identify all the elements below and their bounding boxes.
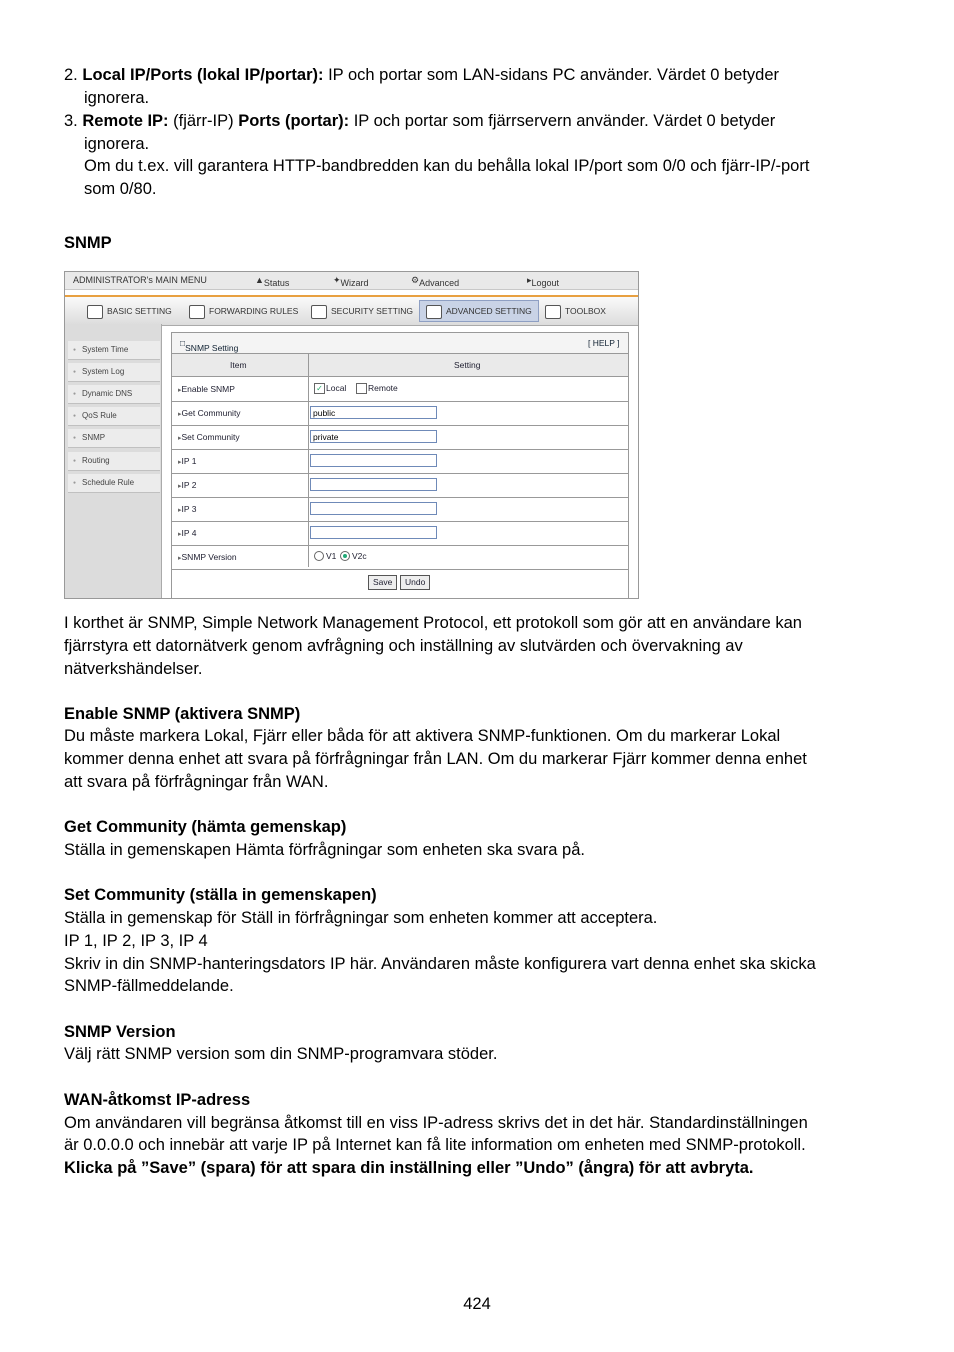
wan-final: Klicka på ”Save” (spara) för att spara din inställning eller ”Undo” (ångra) för att avbryta. bbox=[64, 1159, 754, 1177]
get-title: Get Community (hämta gemenskap) bbox=[64, 818, 347, 836]
tab-toolbox[interactable] bbox=[545, 301, 606, 321]
set-line-1: Ställa in gemenskap för Ställ in förfrågningar som enheten kommer att acceptera. bbox=[64, 909, 658, 927]
ip2-input[interactable] bbox=[310, 478, 437, 491]
row-enable-snmp bbox=[172, 377, 628, 402]
list-number: 2. bbox=[64, 66, 78, 84]
snmp-panel bbox=[171, 332, 629, 599]
tab-label: FORWARDING RULES bbox=[209, 306, 299, 316]
undo-button[interactable]: Undo bbox=[400, 575, 430, 590]
menu-logout[interactable]: ▸ Logout bbox=[527, 275, 560, 288]
row-label: ▸ Set Community bbox=[178, 432, 240, 442]
remote-checkbox[interactable] bbox=[356, 383, 367, 394]
basic-icon bbox=[87, 305, 103, 319]
section-title: SNMP bbox=[64, 234, 112, 252]
ip1-input[interactable] bbox=[310, 454, 437, 467]
security-icon bbox=[311, 305, 327, 319]
help-link[interactable]: [ HELP ] bbox=[588, 338, 620, 348]
tab-basic-setting[interactable] bbox=[87, 301, 172, 321]
menu-status[interactable]: ▲ Status bbox=[255, 275, 290, 288]
wan-line-1: Om användaren vill begränsa åtkomst till en viss IP-adress skrivs det in det här. Standardinställningen bbox=[64, 1114, 808, 1132]
list-number: 3. bbox=[64, 112, 78, 130]
row-label: ▸ IP 4 bbox=[178, 528, 196, 538]
sidebar-item-schedule-rule[interactable]: ● Schedule Rule bbox=[68, 474, 160, 493]
enable-title: Enable SNMP (aktivera SNMP) bbox=[64, 705, 301, 723]
row-ip4 bbox=[172, 521, 628, 546]
row-get-community bbox=[172, 401, 628, 426]
sidebar-item-dynamic-dns[interactable]: ● Dynamic DNS bbox=[68, 385, 160, 404]
enable-line-1: Du måste markera Lokal, Fjärr eller båda för att aktivera SNMP-funktionen. Om du markerar Lokal bbox=[64, 727, 781, 745]
intro-line-2: fjärrstyra ett datornätverk genom avfrågning och inställning av slutvärden och övervakning av bbox=[64, 637, 743, 655]
get-community-input[interactable]: public bbox=[310, 406, 437, 419]
wan-title: WAN-åtkomst IP-adress bbox=[64, 1091, 251, 1109]
v1-label: V1 bbox=[326, 551, 337, 561]
forwarding-icon bbox=[189, 305, 205, 319]
tab-advanced-setting[interactable] bbox=[419, 300, 539, 322]
ip4-input[interactable] bbox=[310, 526, 437, 539]
row-label: ▸ SNMP Version bbox=[178, 552, 237, 562]
panel-title-text: SNMP Setting bbox=[185, 343, 239, 353]
toolbox-icon bbox=[545, 305, 561, 319]
menu-wizard-label: Wizard bbox=[340, 278, 369, 288]
set-line-4: SNMP-fällmeddelande. bbox=[64, 977, 234, 995]
advanced-icon bbox=[426, 305, 442, 319]
row-set-community bbox=[172, 425, 628, 450]
tab-label: SECURITY SETTING bbox=[331, 306, 414, 316]
v1-radio[interactable] bbox=[314, 551, 324, 561]
tab-label: TOOLBOX bbox=[565, 306, 606, 316]
tab-label: ADVANCED SETTING bbox=[446, 306, 532, 316]
tab-security-setting[interactable] bbox=[311, 301, 413, 321]
enable-line-3: att svara på förfrågningar från WAN. bbox=[64, 773, 329, 791]
local-label: Local bbox=[326, 383, 347, 393]
set-line-3: Skriv in din SNMP-hanteringsdators IP här. Användaren måste konfigurera vart denna enhet ska skicka bbox=[64, 955, 816, 973]
row-ip1 bbox=[172, 449, 628, 474]
row-ip3 bbox=[172, 497, 628, 522]
list-text: IP och portar som LAN-sidans PC använder. Värdet 0 betyder bbox=[323, 66, 780, 84]
row-snmp-version bbox=[172, 545, 628, 570]
sidebar-item-qos-rule[interactable]: ● QoS Rule bbox=[68, 407, 160, 426]
row-label: ▸ Get Community bbox=[178, 408, 241, 418]
list-item-2-cont: ignorera. bbox=[84, 89, 150, 107]
remote-label: Remote bbox=[368, 383, 398, 393]
save-button[interactable]: Save bbox=[368, 575, 397, 590]
enable-line-2: kommer denna enhet att svara på förfrågningar från LAN. Om du markerar Fjärr kommer denna enhet bbox=[64, 750, 807, 768]
list-item-3 bbox=[64, 111, 775, 131]
menu-advanced-label: Advanced bbox=[419, 278, 460, 288]
v2c-radio[interactable] bbox=[340, 551, 350, 561]
panel-title: □ SNMP Setting bbox=[180, 338, 239, 353]
sidebar-item-routing[interactable]: ● Routing bbox=[68, 452, 160, 471]
col-setting: Setting bbox=[454, 360, 481, 370]
list-text: IP och portar som fjärrservern använder. Värdet 0 betyder bbox=[349, 112, 776, 130]
list-term: Remote IP: bbox=[82, 112, 169, 130]
menu-logout-label: Logout bbox=[531, 278, 560, 288]
tab-label: BASIC SETTING bbox=[107, 306, 172, 316]
ip3-input[interactable] bbox=[310, 502, 437, 515]
get-line: Ställa in gemenskapen Hämta förfrågningar som enheten ska svara på. bbox=[64, 841, 585, 859]
set-community-input[interactable]: private bbox=[310, 430, 437, 443]
set-title: Set Community (ställa in gemenskapen) bbox=[64, 886, 377, 904]
local-checkbox[interactable]: ✓ bbox=[314, 383, 325, 394]
version-line: Välj rätt SNMP version som din SNMP-programvara stöder. bbox=[64, 1045, 498, 1063]
list-text: (fjärr-IP) bbox=[168, 112, 239, 130]
row-label: ▸ IP 1 bbox=[178, 456, 196, 466]
col-item: Item bbox=[230, 360, 247, 370]
version-title: SNMP Version bbox=[64, 1023, 176, 1041]
table-header bbox=[172, 354, 628, 377]
intro-line-1: I korthet är SNMP, Simple Network Management Protocol, ett protokoll som gör att en användare kan bbox=[64, 614, 802, 632]
row-label: ▸ IP 3 bbox=[178, 504, 196, 514]
example-line-2: som 0/80. bbox=[84, 180, 157, 198]
example-line-1: Om du t.ex. vill garantera HTTP-bandbredden kan du behålla lokal IP/port som 0/0 och fjärr-IP/-port bbox=[84, 157, 810, 175]
menu-advanced[interactable]: ⚙ Advanced bbox=[411, 275, 460, 288]
tab-forwarding-rules[interactable] bbox=[189, 301, 298, 321]
wan-line-2: är 0.0.0.0 och innebär att varje IP på Internet kan få lite information om enheten med SNMP-protokoll. bbox=[64, 1136, 806, 1154]
snmp-screenshot bbox=[64, 271, 639, 599]
menu-status-label: Status bbox=[263, 278, 290, 288]
v2c-label: V2c bbox=[352, 551, 367, 561]
row-label: ▸ Enable SNMP bbox=[178, 384, 235, 394]
tab-bar bbox=[65, 295, 638, 326]
set-line-2: IP 1, IP 2, IP 3, IP 4 bbox=[64, 932, 208, 950]
menu-main[interactable]: ADMINISTRATOR's MAIN MENU bbox=[73, 275, 207, 285]
page-number: 424 bbox=[463, 1295, 491, 1313]
row-label: ▸ IP 2 bbox=[178, 480, 196, 490]
row-ip2 bbox=[172, 473, 628, 498]
sidebar-item-system-time[interactable]: ● System Time bbox=[68, 341, 160, 360]
intro-line-3: nätverkshändelser. bbox=[64, 660, 203, 678]
top-menu bbox=[65, 272, 638, 290]
list-item-2 bbox=[64, 65, 779, 85]
list-term: Local IP/Ports (lokal IP/portar): bbox=[82, 66, 324, 84]
list-item-3-cont: ignorera. bbox=[84, 135, 150, 153]
list-term: Ports (portar): bbox=[238, 112, 350, 130]
sidebar-item-system-log[interactable]: ● System Log bbox=[68, 363, 160, 382]
sidebar bbox=[65, 324, 162, 598]
sidebar-item-snmp[interactable]: ● SNMP bbox=[68, 429, 160, 448]
panel-header bbox=[172, 333, 628, 354]
menu-wizard[interactable]: ✦ Wizard bbox=[333, 275, 369, 288]
